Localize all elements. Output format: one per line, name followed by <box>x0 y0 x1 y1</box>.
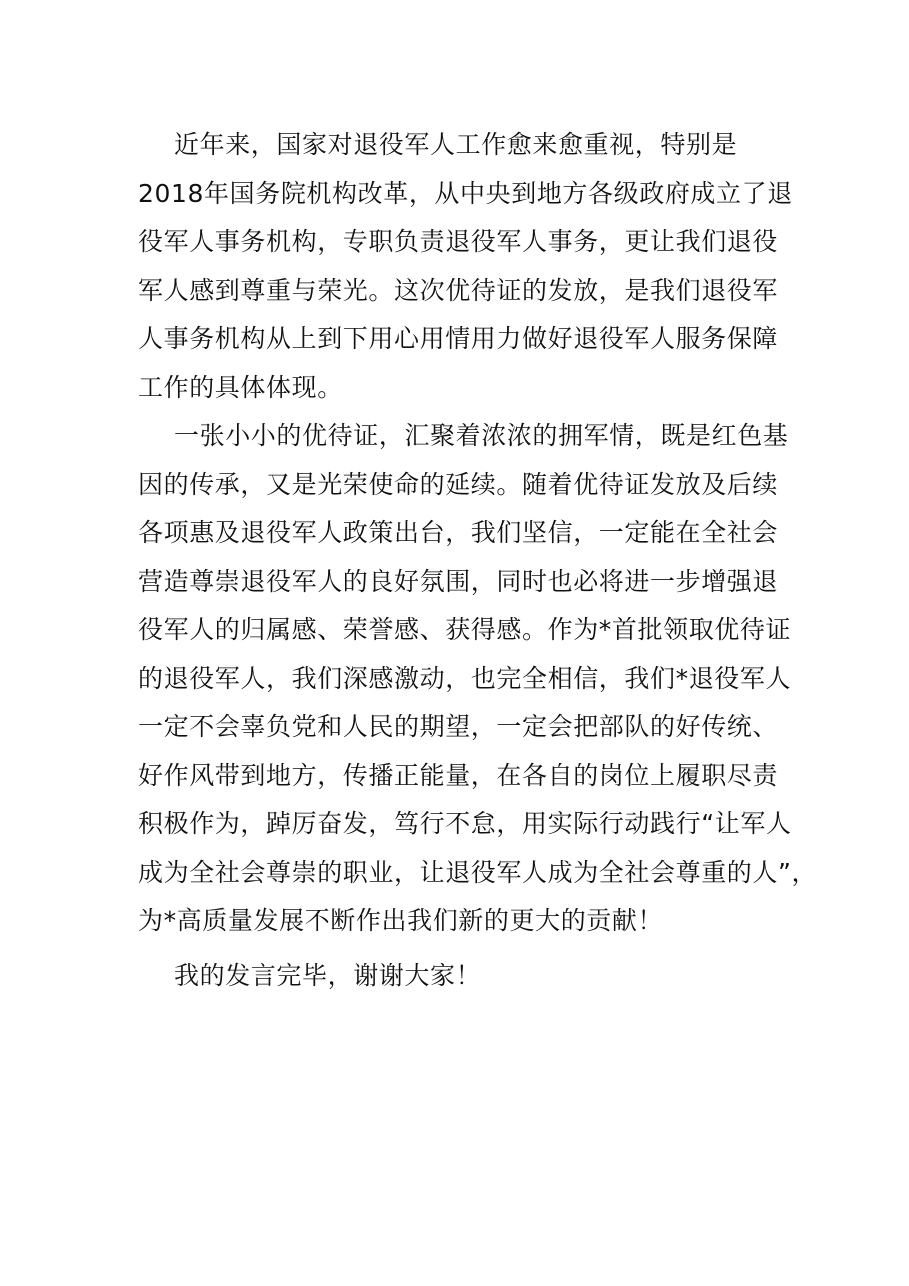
text-line: 人事务机构从上到下用心用情用力做好退役军人服务保障 <box>138 324 779 353</box>
text-line: 役军人的归属感、荣誉感、获得感。作为*首批领取优待证 <box>138 615 792 644</box>
text-line: 因的传承，又是光荣使命的延续。随着优待证发放及后续 <box>138 469 779 499</box>
text-line: 为*高质量发展不断作出我们新的更大的贡献！ <box>138 906 664 935</box>
paragraph-1 <box>138 121 793 412</box>
text-line: 近年来，国家对退役军人工作愈来愈重视，特别是 <box>174 130 738 159</box>
text-line: 一张小小的优待证，汇聚着浓浓的拥军情，既是红色基 <box>174 421 789 450</box>
text-line: 工作的具体体现。 <box>138 372 343 402</box>
paragraph-3 <box>138 952 778 1001</box>
text-line: 我的发言完毕，谢谢大家！ <box>174 961 482 990</box>
text-line: 积极作为，踔厉奋发，笃行不怠，用实际行动践行“让军人 <box>138 809 792 838</box>
paragraph-2 <box>138 412 818 946</box>
text-line: 成为全社会尊崇的职业，让退役军人成为全社会尊重的人”， <box>138 857 818 887</box>
text-line: 好作风带到地方，传播正能量，在各自的岗位上履职尽责 <box>138 760 779 790</box>
text-line: 军人感到尊重与荣光。这次优待证的发放，是我们退役军 <box>138 275 779 305</box>
text-line: 一定不会辜负党和人民的期望，一定会把部队的好传统、 <box>138 712 779 741</box>
text-line: 役军人事务机构，专职负责退役军人事务，更让我们退役 <box>138 227 779 256</box>
text-line: 2018年国务院机构改革，从中央到地方各级政府成立了退 <box>138 178 793 208</box>
text-line: 营造尊崇退役军人的良好氛围，同时也必将进一步增强退 <box>138 566 779 596</box>
text-line: 的退役军人，我们深感激动，也完全相信，我们*退役军人 <box>138 663 792 693</box>
text-line: 各项惠及退役军人政策出台，我们坚信，一定能在全社会 <box>138 518 779 547</box>
